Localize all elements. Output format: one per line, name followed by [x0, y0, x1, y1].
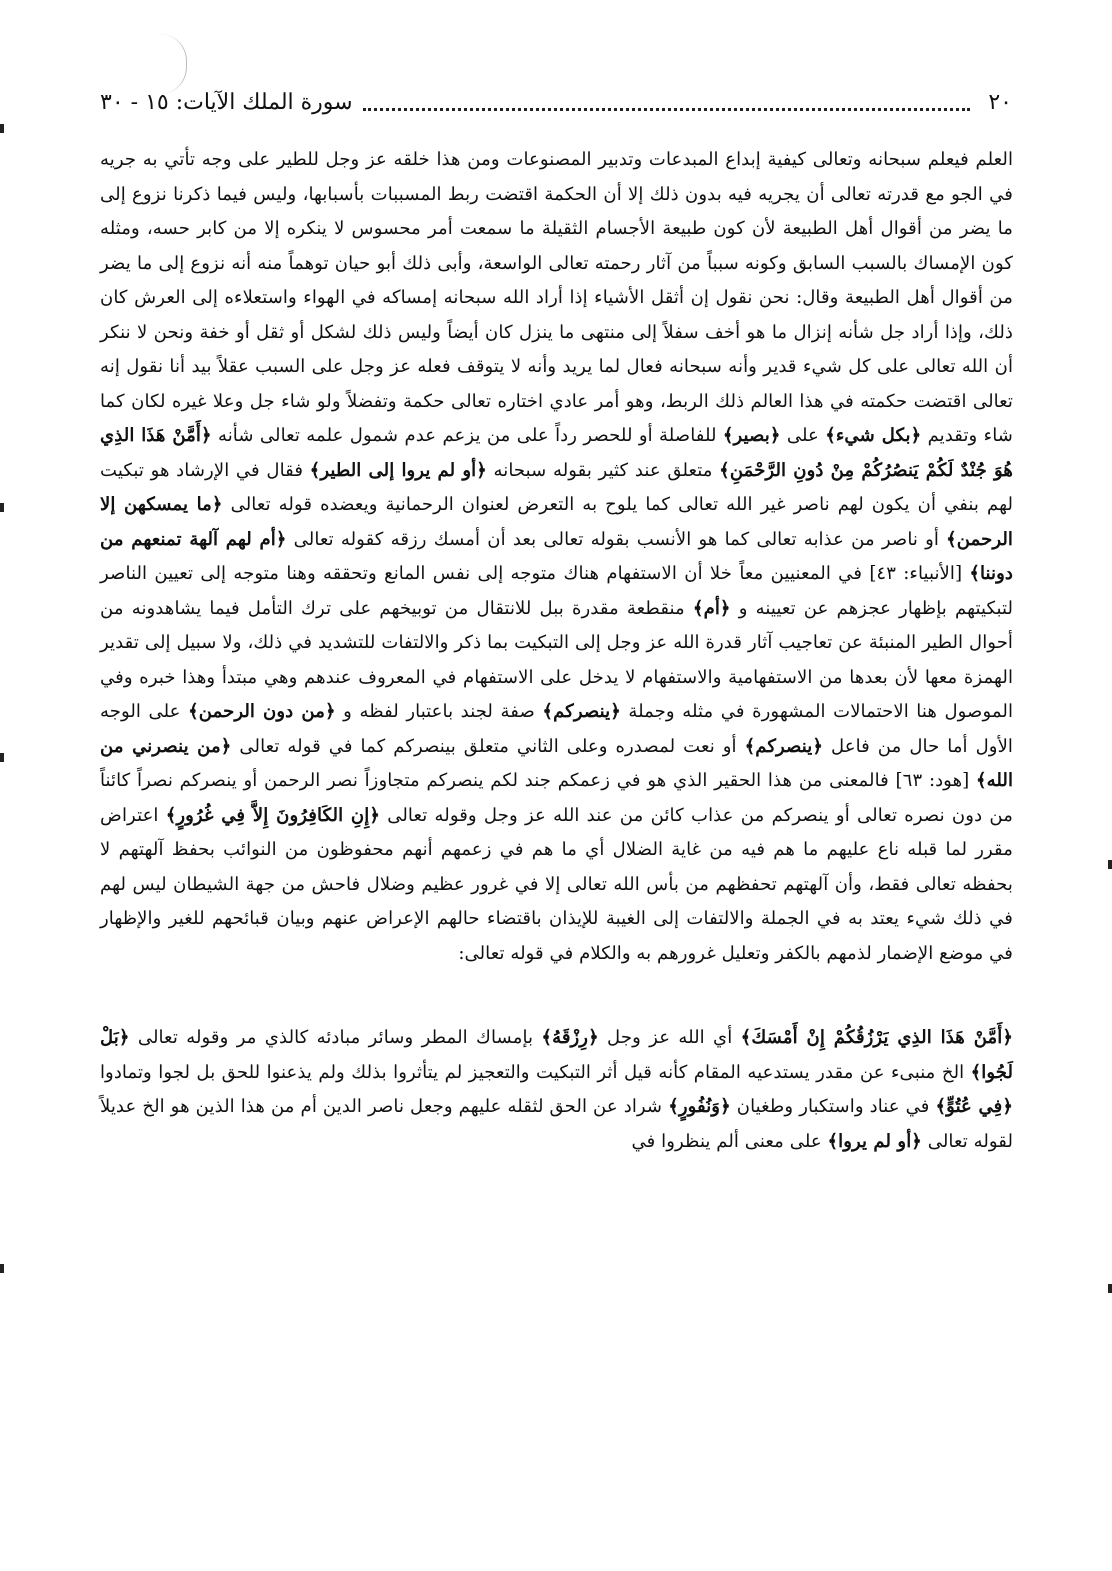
scan-edge-mark	[0, 503, 4, 512]
quran-quote: ﴿من دون الرحمن﴾	[188, 701, 336, 722]
text-run: للفاصلة أو للحصر رداً على من يزعم عدم شمول علمه تعالى شأنه	[211, 425, 723, 446]
text-run: أو ناصر من عذابه تعالى كما هو الأنسب بقوله تعالى بعد أن أمسك رزقه كقوله تعالى	[286, 528, 947, 550]
quran-quote: ﴿من ينصرني من الله﴾	[100, 735, 1014, 791]
text-run: [الأنبياء: ٤٣] في المعنيين معاً خلا أن الاستفهام هناك متوجه إلى نفس المانع وتحققه وهنا متوجه إلى تعيين الناصر لتبكيتهم بإظهار عجزهم عن تعيينه و	[100, 563, 1014, 619]
body-text	[100, 143, 1013, 1159]
text-run: العلم فيعلم سبحانه وتعالى كيفية إبداع المبدعات وتدبير المصنوعات ومن هذا خلقه عز وجل للطير على وجه تأتي به جريه في الجو مع قدرته تعالى أن يجريه فيه بدون ذلك إلا أن الحكمة اقتضت ربط المسببات بأسبابها، وليس فيما ذكرنا نزوع إلى ما يضر من أقوال أهل الطبيعة لأن كون طبيعة الأجسام الثقيلة ما سمعت أمر محسوس لا ينكره إلا من كابر حسه، ومثله كون الإمساك بالسبب السابق وكونه سبباً من آثار رحمته تعالى الواسعة، وأبى ذلك أبو حيان توهماً منه أنه نزوع إلى ما يضر من أقوال أهل الطبيعة وقال: نحن نقول إن أثقل الأشياء إذا أراد الله سبحانه إمساكه في الهواء واستعلاءه إلى العرش كان ذلك، وإذا أراد جل شأنه إنزال ما هو أخف سفلاً إلى منتهى ما ينزل كان أيضاً وليس ذلك لشكل أو ثقل أو خفة ونحن لا ننكر أن الله تعالى على كل شيء قدير وأنه سبحانه فعال لما يريد وأنه لا يتوقف فعله عز وجل على السبب عقلاً بيد أنا نقول إنه تعالى اقتضت حكمته في هذا العالم ذلك الربط، وهو أمر عادي اختاره تعالى حكمة وتفضلاً ولو شاء جل وعلا غيره لكان كما شاء وتقديم	[100, 149, 1014, 446]
scan-edge-mark	[0, 753, 4, 762]
text-run: على	[780, 425, 826, 446]
quran-quote: ﴿ينصركم﴾	[542, 701, 621, 722]
quran-quote: ﴿بكل شيء﴾	[825, 425, 922, 446]
quran-quote: ﴿بَلْ لَجُوا﴾	[100, 1027, 1013, 1083]
scan-edge-mark	[1108, 860, 1112, 869]
quran-quote: ﴿أَمَّنْ هَذَا الذِي يَرْزُقُكُمْ إِنْ أَمْسَكَ﴾	[740, 1027, 1013, 1048]
quran-quote: ﴿ما يمسكهن إلا الرحمن﴾	[100, 494, 1013, 550]
scan-edge-mark	[1108, 1284, 1112, 1293]
quran-quote: ﴿رِزْقَهُ﴾	[541, 1027, 599, 1048]
text-run: متعلق عند كثير بقوله سبحانه	[486, 459, 720, 481]
paragraph-2	[100, 1021, 1013, 1159]
quran-quote: ﴿ينصركم﴾	[744, 735, 824, 757]
quran-quote: ﴿فِي عُتُوٍّ﴾	[935, 1096, 1013, 1117]
chapter-title: سورة الملك الآيات: ١٥ - ٣٠	[100, 89, 353, 115]
quran-quote: ﴿أو لم يروا﴾	[827, 1130, 922, 1152]
scan-edge-mark	[0, 1264, 4, 1273]
text-run: منقطعة مقدرة ببل للانتقال من توبيخهم على ترك التأمل فيما يشاهدونه من أحوال الطير المنبئة عن تعاجيب آثار قدرة الله عز وجل إلى التبكيت بما ذكر والالتفات للتشديد في ذلك، ولا سبيل إلى تقدير الهمزة معها لأن بعدها من الاستفهامية والاستفهام لا يدخل على الاستفهام في المعروف عندهم وهي مبتدأ وهذا خبره وفي الموصول هنا الاحتمالات المشهورة في مثله وجملة	[100, 597, 1013, 722]
text-run: شراد عن الحق لثقله عليهم وجعل ناصر الدين أم من هذا الذين هو الخ عديلاً لقوله تعالى	[100, 1096, 1013, 1152]
page-header	[100, 84, 1012, 120]
text-run: بإمساك المطر وسائر مبادئه كالذي مر وقوله تعالى	[129, 1027, 542, 1048]
paragraph-1	[100, 143, 1013, 971]
quran-quote: ﴿أو لم يروا إلى الطير﴾	[309, 459, 487, 481]
page-number: ٢٠	[988, 89, 1012, 115]
text-run: فقال في الإرشاد هو تبكيت لهم بنفي أن يكون لهم ناصر غير الله تعالى كما يلوح به التعرض لعنوان الرحمانية ويعضده قوله تعالى	[100, 459, 1013, 515]
quran-quote: ﴿وَنُفُورٍ﴾	[668, 1096, 731, 1117]
quran-quote: ﴿بصير﴾	[722, 425, 781, 446]
scan-edge-mark	[0, 124, 4, 133]
text-run: على الوجه الأول أما حال من فاعل	[100, 701, 1013, 757]
text-run: اعتراض مقرر لما قبله ناع عليهم ما هم فيه من غاية الضلال أي ما هم في زعمهم أنهم محفوظون من النوائب بحفظ آلهتهم لا بحفظه تعالى فقط، وأن آلهتهم تحفظهم من بأس الله تعالى إلا في غرور عظيم وضلال فاحش من جهة الشيطان ليس لهم في ذلك شيء يعتد به في الجملة والالتفات إلى الغيبة للإيذان باقتضاء حالهم الإعراض عنهم وبيان قبائحهم للغير والإظهار في موضع الإضمار لذمهم بالكفر وتعليل غرورهم به والكلام في قوله تعالى:	[100, 804, 1013, 964]
text-run: في عناد واستكبار وطغيان	[730, 1096, 936, 1117]
text-run: [هود: ٦٣] فالمعنى من هذا الحقير الذي هو في زعمكم جند لكم ينصركم متجاوزاً نصر الرحمن أو ينصركم نصراً كائناً من دون نصره تعالى أو ينصركم من عذاب كائن من عند الله عز وجل وقوله تعالى	[100, 770, 1013, 826]
quran-quote: ﴿إِنِ الكَافِرُونَ إِلاَّ فِي غُرُورٍ﴾	[165, 804, 380, 826]
header-dotted-leader	[363, 94, 971, 111]
text-run: أو نعت لمصدره وعلى الثاني متعلق بينصركم كما في قوله تعالى	[231, 735, 745, 757]
text-run: الخ منبىء عن مقدر يستدعيه المقام كأنه قيل أثر التبكيت والتعجيز لم يتأثروا بذلك ولم يذعنوا للحق بل لجوا وتمادوا	[100, 1061, 971, 1083]
text-run: على معنى ألم ينظروا في	[631, 1130, 828, 1152]
quran-quote: ﴿أم لهم آلهة تمنعهم من دوننا﴾	[100, 528, 1013, 584]
text-run: أي الله عز وجل	[598, 1027, 741, 1048]
paragraph-gap	[100, 971, 1013, 1021]
quran-quote: ﴿أَمَّنْ هَذَا الذِي هُوَ جُنْدٌ لَكُمْ يَنصُرُكُمْ مِنْ دُونِ الرَّحْمَنِ﴾	[100, 425, 1014, 481]
text-run: صفة لجند باعتبار لفظه و	[335, 701, 543, 722]
quran-quote: ﴿أم﴾	[692, 597, 731, 619]
